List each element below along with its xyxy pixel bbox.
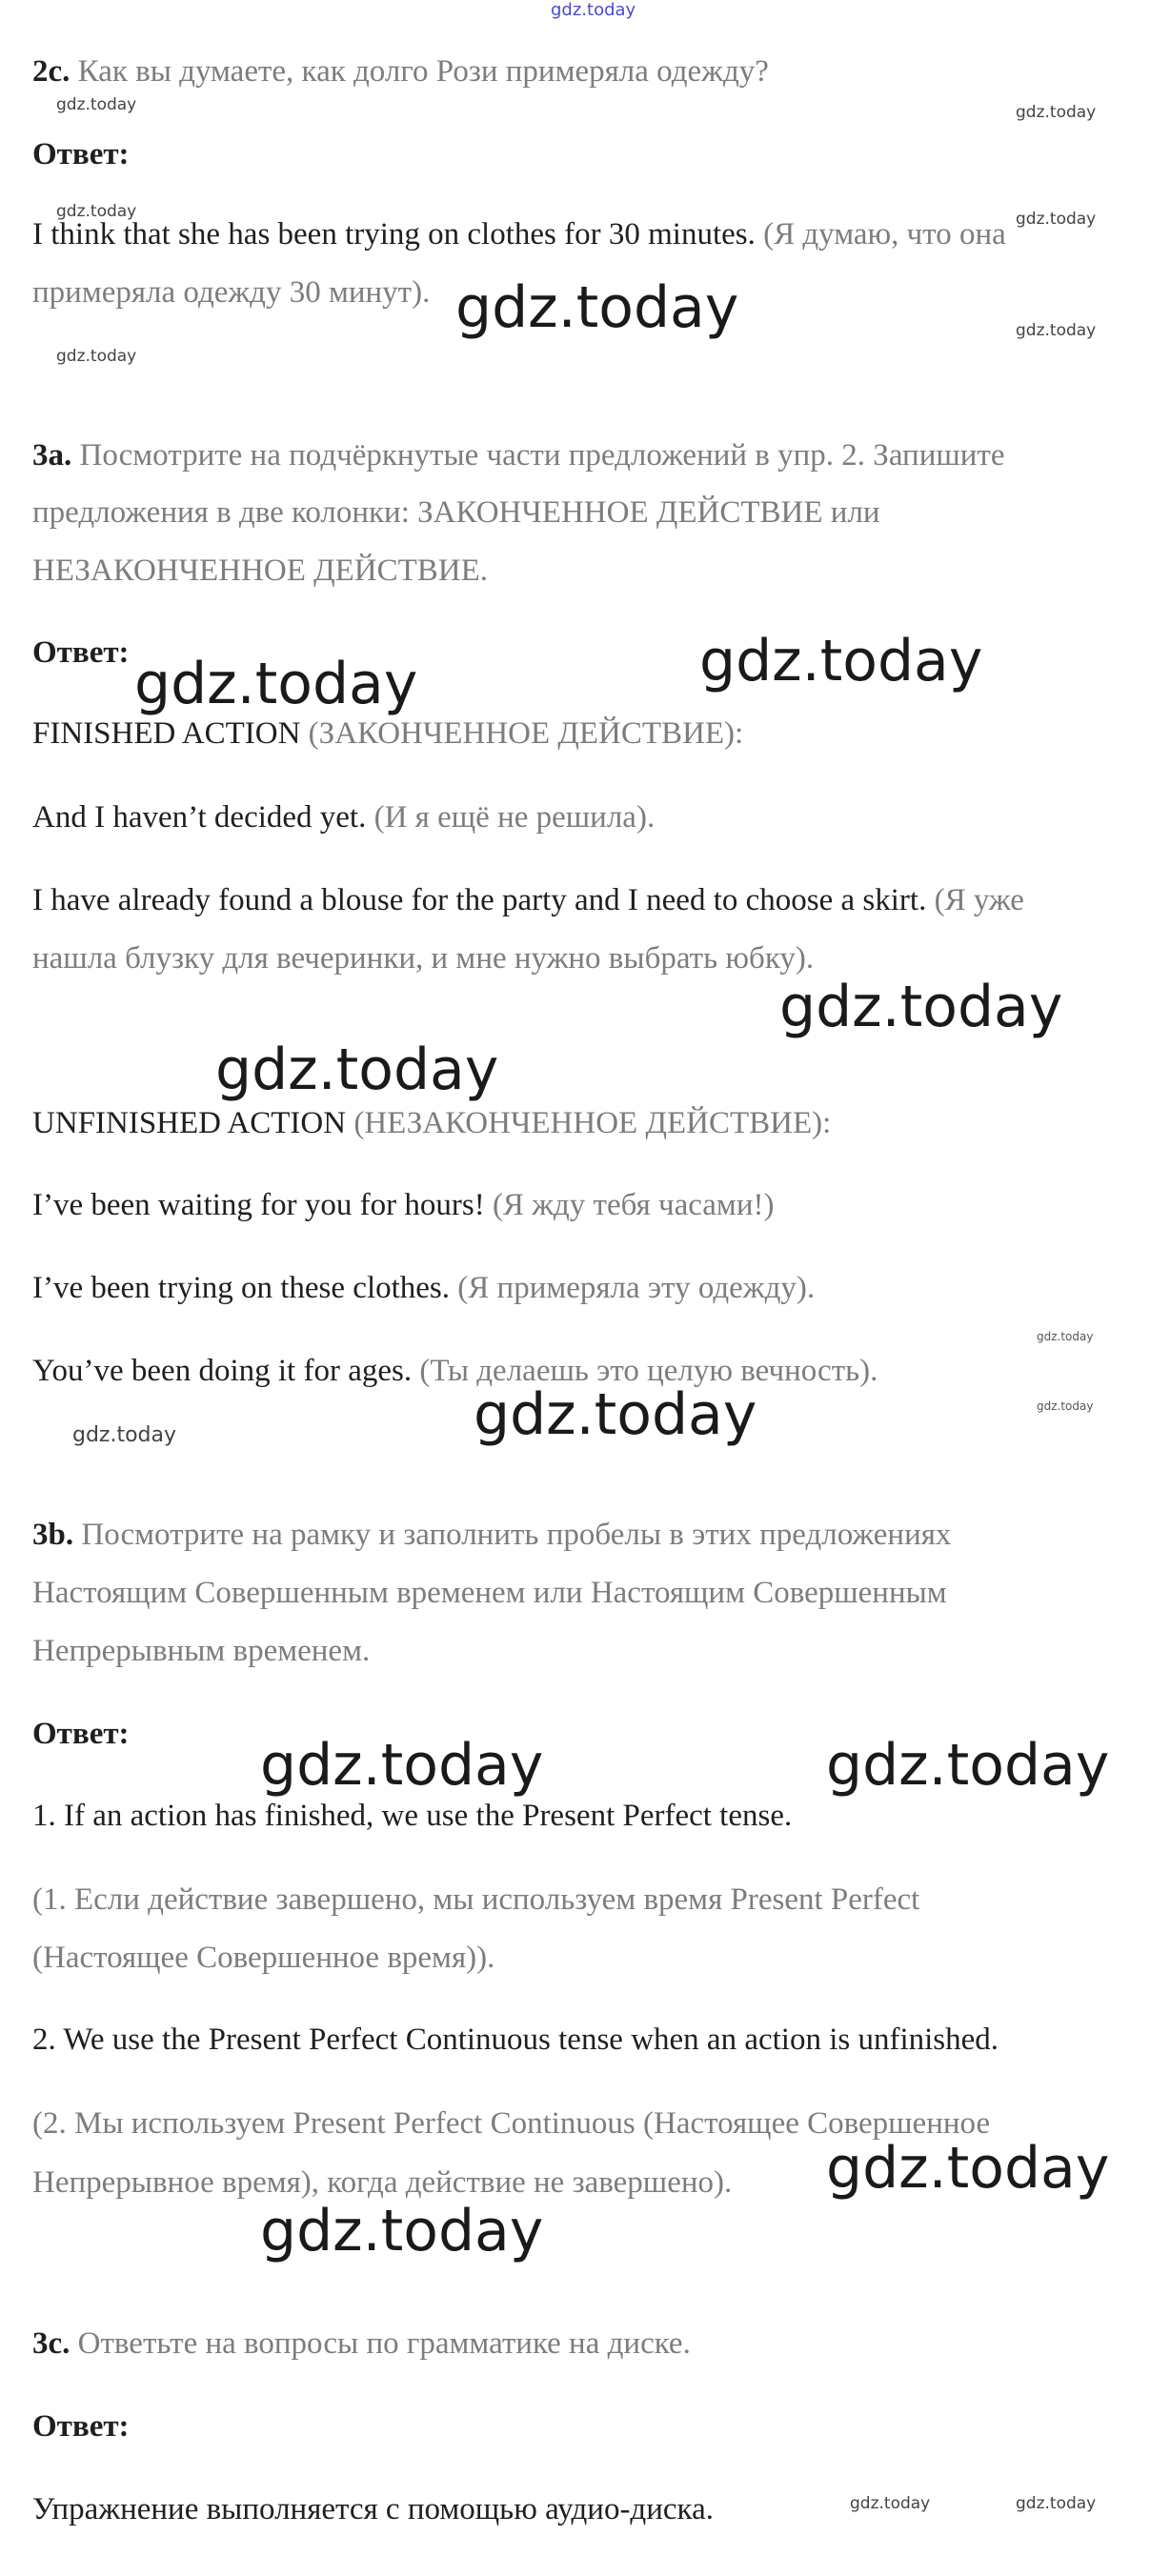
watermark: gdz.today <box>1016 2494 1097 2513</box>
question-3c <box>32 2325 691 2364</box>
watermark: gdz.today <box>826 1732 1110 1799</box>
answer-label: Ответ: <box>32 635 130 670</box>
heading-en: UNFINISHED ACTION <box>32 1106 347 1140</box>
answer-ru-cont: Непрерывное время), когда действие не завершено). <box>32 2165 733 2200</box>
answer-en: You’ve been doing it for ages. <box>32 1354 413 1388</box>
question-number: 2c. <box>32 54 71 89</box>
answer-text: Упражнение выполняется с помощью аудио-диска. <box>32 2492 714 2526</box>
answer-ru-cont: примеряла одежду 30 минут). <box>32 275 431 310</box>
heading-ru: (НЕЗАКОНЧЕННОЕ ДЕЙСТВИЕ): <box>353 1106 832 1140</box>
heading-en: FINISHED ACTION <box>32 716 301 751</box>
answer-label: Ответ: <box>32 1717 130 1751</box>
watermark: gdz.today <box>72 1423 177 1447</box>
watermark: gdz.today <box>134 651 418 717</box>
watermark: gdz.today <box>260 2198 544 2264</box>
watermark: gdz.today <box>1016 210 1097 229</box>
watermark: gdz.today <box>474 1381 757 1448</box>
answer-ru: (Я примеряла эту одежду). <box>457 1271 816 1305</box>
watermark: gdz.today <box>826 2135 1110 2202</box>
finished-heading <box>32 715 743 754</box>
answer-label: Ответ: <box>32 137 130 171</box>
answer-ru-cont: (Настоящее Совершенное время)). <box>32 1941 495 1975</box>
question-text: Как вы думаете, как долго Рози примеряла одежду? <box>77 54 769 89</box>
question-text-cont: Непрерывным временем. <box>32 1634 371 1668</box>
answer-line <box>32 1270 815 1308</box>
question-text: Ответьте на вопросы по грамматике на диске. <box>77 2326 691 2361</box>
answer-en: I have already found a blouse for the party and I need to choose a skirt. <box>32 883 927 917</box>
watermark: gdz.today <box>850 2494 931 2513</box>
answer-en: 1. If an action has finished, we use the Present Perfect tense. <box>32 1799 793 1833</box>
question-3b <box>32 1517 951 1555</box>
question-number: 3c. <box>32 2326 71 2361</box>
watermark-top: gdz.today <box>551 0 636 20</box>
answer-line <box>32 1187 774 1225</box>
watermark: gdz.today <box>1037 1330 1094 1343</box>
question-text: Посмотрите на рамку и заполнить пробелы в этих предложениях <box>81 1518 952 1552</box>
watermark: gdz.today <box>56 347 137 366</box>
question-3a <box>32 437 1005 475</box>
question-number: 3b. <box>32 1518 74 1552</box>
watermark: gdz.today <box>1037 1399 1094 1413</box>
question-2c <box>32 53 769 91</box>
answer-ru: (1. Если действие завершено, мы используем время Present Perfect <box>32 1882 920 1917</box>
answer-line <box>32 799 655 837</box>
answer-ru: (Ты делаешь это целую вечность). <box>419 1354 878 1388</box>
watermark: gdz.today <box>1016 321 1097 340</box>
watermark: gdz.today <box>260 1732 544 1799</box>
answer-en: I’ve been trying on these clothes. <box>32 1271 451 1305</box>
answer-line <box>32 216 1006 254</box>
unfinished-heading <box>32 1105 831 1143</box>
answer-en: I’ve been waiting for you for hours! <box>32 1188 485 1222</box>
answer-ru: (Я жду тебя часами!) <box>492 1188 775 1222</box>
watermark: gdz.today <box>699 628 983 694</box>
watermark: gdz.today <box>215 1036 499 1103</box>
answer-en: And I haven’t decided yet. <box>32 800 367 835</box>
watermark: gdz.today <box>56 202 137 221</box>
answer-ru: (2. Мы используем Present Perfect Continuous (Настоящее Совершенное <box>32 2106 991 2141</box>
question-text-cont: НЕЗАКОНЧЕННОЕ ДЕЙСТВИЕ. <box>32 553 489 588</box>
watermark: gdz.today <box>1016 103 1097 122</box>
watermark: gdz.today <box>779 974 1063 1040</box>
question-text-cont: Настоящим Совершенным временем или Настоящим Совершенным <box>32 1576 947 1610</box>
answer-line <box>32 882 1024 920</box>
question-number: 3a. <box>32 438 72 473</box>
watermark: gdz.today <box>56 95 137 114</box>
question-text: Посмотрите на подчёркнутые части предложений в упр. 2. Запишите <box>79 438 1005 473</box>
answer-ru-cont: нашла блузку для вечеринки, и мне нужно выбрать юбку). <box>32 941 815 976</box>
answer-label: Ответ: <box>32 2409 130 2444</box>
heading-ru: (ЗАКОНЧЕННОЕ ДЕЙСТВИЕ): <box>308 716 744 751</box>
answer-ru: (Я уже <box>934 883 1024 917</box>
answer-ru: (И я ещё не решила). <box>373 800 656 835</box>
answer-en: I think that she has been trying on clothes for 30 minutes. <box>32 217 756 252</box>
question-text-cont: предложения в две колонки: ЗАКОНЧЕННОЕ ДЕЙСТВИЕ или <box>32 495 880 530</box>
watermark: gdz.today <box>455 274 739 341</box>
answer-en: 2. We use the Present Perfect Continuous tense when an action is unfinished. <box>32 2023 999 2057</box>
answer-ru: (Я думаю, что она <box>763 217 1006 252</box>
